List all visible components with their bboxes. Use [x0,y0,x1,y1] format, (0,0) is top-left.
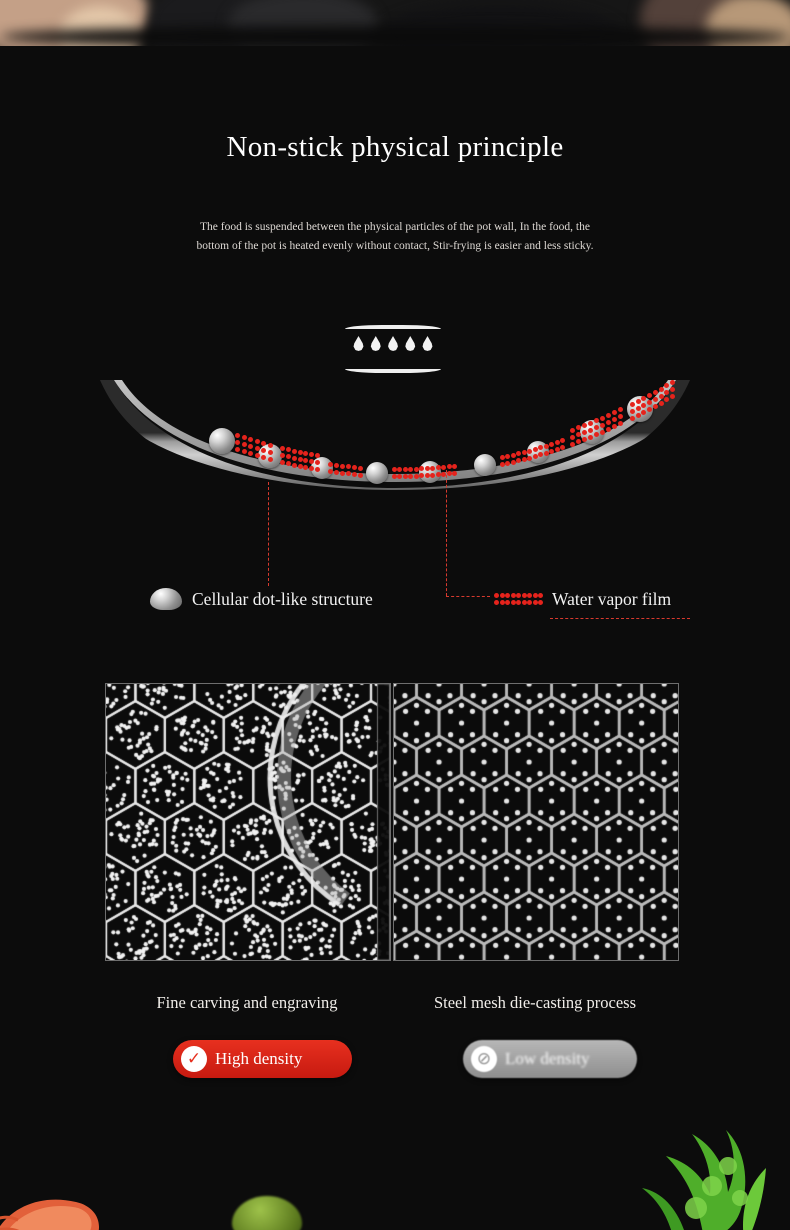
red-dot-icon [447,471,452,476]
metal-ball-icon [150,588,182,610]
red-dot-icon [286,454,291,459]
red-dot-icon [303,451,308,456]
badge-low-density [463,1040,637,1078]
panel-fine-carving [105,683,391,961]
red-dot-icon [570,442,575,447]
red-dot-icon [505,454,510,459]
legend-label-vapor: Water vapor film [552,588,672,609]
red-dot-icon [549,442,554,447]
red-dot-icon [600,430,605,435]
red-dot-icon [588,428,593,433]
leader-line-underline [550,618,690,619]
red-dot-icon [549,449,554,454]
bottom-decorations [0,1030,790,1230]
red-dot-icon [582,430,587,435]
red-dot-icon [268,450,273,455]
red-dot-icon [248,451,253,456]
red-dot-icon [392,474,397,479]
red-dot-icon [600,416,605,421]
description-line-1: The food is suspended between the physical particles of the pot wall, In the food, the [200,221,590,233]
red-dot-icon [582,437,587,442]
red-dot-icon [392,467,397,472]
legend-item-cellular [150,588,373,610]
red-dot-icon [612,417,617,422]
red-dot-icon [340,464,345,469]
red-dot-icon [582,423,587,428]
red-dot-icon [560,438,565,443]
panel-steel-mesh [393,683,679,961]
red-dot-icon [346,464,351,469]
red-dot-icon [653,390,658,395]
shrimp-photo [0,1176,110,1230]
red-dot-icon [555,447,560,452]
red-dot-icon [533,454,538,459]
red-dots-icon [492,588,544,610]
red-dot-icon [630,416,635,421]
red-dot-icon [618,414,623,419]
red-dot-icon [408,467,413,472]
red-dot-icon [235,447,240,452]
steam-drops-icon [345,325,441,373]
red-dot-icon [298,464,303,469]
green-vegetable-photo [232,1196,302,1230]
red-dot-icon [522,457,527,462]
red-dot-icon [309,452,314,457]
red-dot-icon [659,394,664,399]
badge-high-density [173,1040,352,1078]
red-dot-icon [248,437,253,442]
red-dot-icon [358,473,363,478]
red-dot-icon [560,445,565,450]
check-circle-icon: ✓ [181,1046,207,1072]
red-dot-icon [414,467,419,472]
red-dot-icon [425,466,430,471]
red-dot-icon [280,460,285,465]
red-dot-icon [303,458,308,463]
red-dot-icon [447,464,452,469]
red-dot-icon [268,443,273,448]
red-dot-icon [588,421,593,426]
red-dot-icon [242,435,247,440]
red-dot-icon [527,449,532,454]
red-dot-icon [403,467,408,472]
metal-ball-icon [474,454,496,476]
red-dot-icon [511,460,516,465]
badge-low-density-label: Low density [505,1049,590,1068]
red-dot-icon [588,435,593,440]
red-dot-icon [527,456,532,461]
metal-ball-icon [366,462,388,484]
red-dot-icon [500,455,505,460]
red-dot-icon [242,442,247,447]
leader-line-right [446,470,447,596]
red-dot-icon [292,456,297,461]
red-dot-icon [452,464,457,469]
red-dot-icon [647,407,652,412]
red-dot-icon [533,447,538,452]
leader-line-left [268,482,269,586]
red-dot-icon [436,472,441,477]
red-dot-icon [636,413,641,418]
red-dot-icon [441,465,446,470]
red-dot-icon [280,453,285,458]
red-dot-icon [235,440,240,445]
red-dot-icon [522,450,527,455]
red-dot-icon [280,446,285,451]
red-dot-icon [242,449,247,454]
red-dot-icon [352,472,357,477]
red-dot-icon [255,439,260,444]
red-dot-icon [612,410,617,415]
description-line-2: bottom of the pot is heated evenly without contact, Stir-frying is easier and less sticky. [196,240,594,252]
red-dot-icon [286,447,291,452]
red-dot-icon [618,407,623,412]
red-dot-icon [659,387,664,392]
red-dot-icon [570,435,575,440]
red-dot-icon [292,463,297,468]
red-dot-icon [430,466,435,471]
red-dot-icon [544,444,549,449]
red-dot-icon [414,474,419,479]
red-dot-icon [340,471,345,476]
red-dot-icon [511,453,516,458]
red-dot-icon [397,467,402,472]
red-dot-icon [659,401,664,406]
page-description [0,218,790,256]
red-dot-icon [630,409,635,414]
red-dot-icon [647,400,652,405]
page-title: Non-stick physical principle [226,131,564,163]
red-dot-icon [544,451,549,456]
red-dot-icon [298,450,303,455]
red-dot-icon [606,427,611,432]
red-dot-icon [352,465,357,470]
pan-cross-section-diagram [100,380,690,500]
red-dot-icon [647,393,652,398]
red-dot-icon [298,457,303,462]
red-dot-icon [268,457,273,462]
metal-ball-icon [209,428,235,454]
legend-label-cellular: Cellular dot-like structure [192,588,373,609]
badge-high-density-label: High density [215,1049,303,1068]
red-dot-icon [653,404,658,409]
red-dot-icon [516,451,521,456]
red-dot-icon [403,474,408,479]
red-dot-icon [430,473,435,478]
red-dot-icon [606,420,611,425]
red-dot-icon [606,413,611,418]
red-dot-icon [636,406,641,411]
red-dot-icon [235,433,240,438]
red-dot-icon [436,465,441,470]
red-dot-icon [248,444,253,449]
top-photo-strip [0,0,790,46]
red-dot-icon [292,449,297,454]
red-dot-icon [576,439,581,444]
legend-item-vapor [492,588,671,610]
red-dot-icon [452,471,457,476]
texture-panels [105,683,683,959]
red-dot-icon [425,473,430,478]
diagram-legend [0,588,790,618]
red-dot-icon [358,466,363,471]
red-dot-icon [636,399,641,404]
no-entry-icon: ⊘ [471,1046,497,1072]
red-dot-icon [334,463,339,468]
red-dot-icon [600,423,605,428]
red-dot-icon [630,402,635,407]
red-dot-icon [570,428,575,433]
red-dot-icon [653,397,658,402]
caption-fine-carving: Fine carving and engraving [156,993,338,1012]
parsley-herb-photo [640,1090,770,1230]
red-dot-icon [555,440,560,445]
caption-steel-mesh: Steel mesh die-casting process [433,993,637,1012]
